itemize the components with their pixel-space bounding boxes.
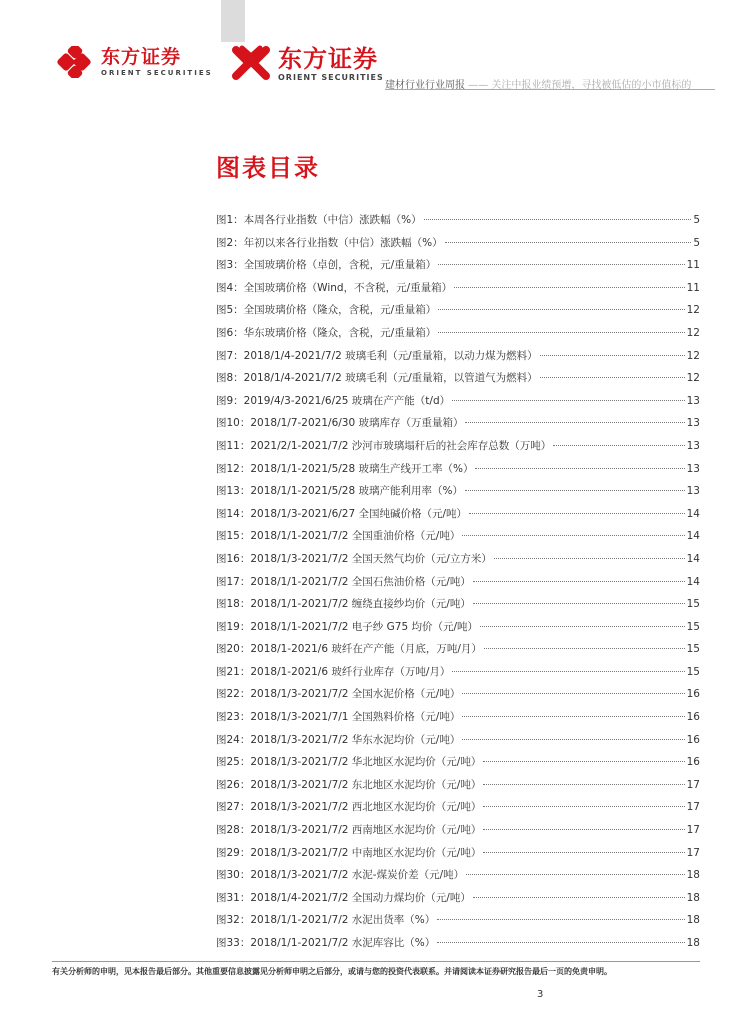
footer-disclaimer: 有关分析师的申明，见本报告最后部分。其他重要信息披露见分析师申明之后部分，或请与您的投资代表联系。并请阅读本证券研究报告最后一页的免责申明。: [52, 967, 612, 976]
toc-entry[interactable]: [216, 483, 700, 506]
toc-leader-dots: [483, 761, 684, 762]
toc-entry-page: 17: [686, 824, 700, 837]
toc-leader-dots: [452, 400, 685, 401]
toc-entry-page: 16: [686, 756, 700, 769]
toc-leader-dots: [540, 355, 685, 356]
toc-leader-dots: [484, 648, 685, 649]
toc-entry[interactable]: [216, 574, 700, 597]
toc-entry-label: 图27：2018/1/3-2021/7/2 西北地区水泥均价（元/吨）: [216, 801, 482, 814]
toc-entry-page: 16: [686, 688, 700, 701]
logo-cn-text: 东方证券: [101, 45, 182, 68]
toc-entry-page: 13: [686, 417, 700, 430]
toc-leader-dots: [438, 309, 684, 310]
toc-leader-dots: [437, 919, 684, 920]
toc-entry-label: 图26：2018/1/3-2021/7/2 东北地区水泥均价（元/吨）: [216, 778, 482, 791]
toc-leader-dots: [462, 716, 684, 717]
toc-entry[interactable]: [216, 461, 700, 484]
toc-entry-page: 17: [686, 801, 700, 814]
toc-leader-dots: [473, 603, 685, 604]
toc-entry[interactable]: [216, 438, 700, 461]
toc-leader-dots: [483, 852, 684, 853]
toc-entry-page: 18: [686, 937, 700, 949]
header-separator: ——: [468, 80, 489, 91]
toc-entry[interactable]: [216, 664, 700, 687]
toc-entry[interactable]: [216, 822, 700, 845]
toc-entry-page: 18: [686, 869, 700, 882]
toc-entry[interactable]: [216, 867, 700, 890]
toc-leader-dots: [438, 332, 684, 333]
toc-leader-dots: [462, 739, 684, 740]
toc-leader-dots: [473, 581, 685, 582]
toc-entry-page: 18: [686, 891, 700, 904]
company-logo-large: [230, 44, 384, 84]
toc-entry[interactable]: [216, 302, 700, 325]
toc-entry-label: 图21：2018/1-2021/6 玻纤行业库存（万吨/月）: [216, 665, 451, 678]
toc-entry-label: 图8：2018/1/4-2021/7/2 玻璃毛利（元/重量箱，以管道气为燃料）: [216, 372, 538, 385]
toc-entry-label: 图11：2021/2/1-2021/7/2 沙河市玻璃塌秆后的社会库存总数（万吨）: [216, 439, 552, 452]
toc-entry-page: 14: [686, 530, 700, 543]
toc-list: [216, 212, 700, 958]
toc-entry-label: 图7：2018/1/4-2021/7/2 玻璃毛利（元/重量箱，以动力煤为燃料）: [216, 349, 538, 362]
toc-leader-dots: [462, 535, 684, 536]
toc-entry-label: 图30：2018/1/3-2021/7/2 水泥-煤炭价差（元/吨）: [216, 869, 465, 882]
toc-entry-label: 图16：2018/1/3-2021/7/2 全国天然气均价（元/立方米）: [216, 552, 492, 565]
report-subtitle: 关注中报业绩预增，寻找被低估的小市值标的: [491, 80, 692, 91]
toc-leader-dots: [483, 829, 684, 830]
toc-leader-dots: [494, 558, 685, 559]
toc-entry[interactable]: [216, 370, 700, 393]
toc-entry[interactable]: [216, 641, 700, 664]
toc-leader-dots: [465, 422, 684, 423]
toc-entry-page: 16: [686, 733, 700, 746]
orient-logo-icon: [230, 44, 272, 84]
toc-entry-page: 12: [686, 326, 700, 339]
toc-entry[interactable]: [216, 619, 700, 642]
toc-entry-label: 图13：2018/1/1-2021/5/28 玻璃产能利用率（%）: [216, 485, 463, 498]
toc-entry-label: 图12：2018/1/1-2021/5/28 玻璃生产线开工率（%）: [216, 462, 474, 475]
toc-entry[interactable]: [216, 732, 700, 755]
toc-entry[interactable]: [216, 596, 700, 619]
toc-entry-label: 图20：2018/1-2021/6 玻纤在产产能（月底，万吨/月）: [216, 643, 482, 656]
toc-entry-label: 图24：2018/1/3-2021/7/2 华东水泥均价（元/吨）: [216, 733, 461, 746]
toc-entry[interactable]: [216, 709, 700, 732]
toc-entry[interactable]: [216, 528, 700, 551]
toc-entry-page: 15: [686, 620, 700, 633]
toc-entry-label: 图17：2018/1/1-2021/7/2 全国石焦油价格（元/吨）: [216, 575, 471, 588]
footer-divider: [52, 961, 700, 962]
toc-entry-page: 13: [686, 439, 700, 452]
page-number: 3: [537, 989, 544, 1000]
toc-entry-page: 12: [686, 372, 700, 385]
toc-entry-label: 图9：2019/4/3-2021/6/25 玻璃在产产能（t/d）: [216, 394, 451, 407]
toc-entry[interactable]: [216, 325, 700, 348]
toc-entry-page: 11: [686, 281, 700, 294]
toc-leader-dots: [483, 806, 684, 807]
toc-title: 图表目录: [216, 154, 320, 182]
toc-entry-label: 图2：年初以来各行业指数（中信）涨跌幅（%）: [216, 236, 443, 249]
logo-en-text: ORIENT SECURITIES: [101, 68, 213, 77]
toc-entry-label: 图4：全国玻璃价格（Wind，不含税，元/重量箱）: [216, 281, 453, 294]
toc-entry[interactable]: [216, 506, 700, 529]
toc-entry-page: 13: [686, 485, 700, 498]
toc-entry-label: 图31：2018/1/4-2021/7/2 全国动力煤均价（元/吨）: [216, 891, 471, 904]
toc-entry-page: 5: [693, 214, 700, 226]
toc-leader-dots: [480, 626, 685, 627]
toc-entry[interactable]: [216, 912, 700, 935]
toc-leader-dots: [475, 468, 684, 469]
orient-logo-icon: [55, 46, 95, 78]
toc-leader-dots: [462, 693, 684, 694]
toc-entry-label: 图15：2018/1/1-2021/7/2 全国重油价格（元/吨）: [216, 530, 461, 543]
toc-leader-dots: [473, 897, 685, 898]
toc-entry-page: 17: [686, 846, 700, 859]
toc-leader-dots: [465, 490, 685, 491]
toc-entry-page: 14: [686, 575, 700, 588]
toc-entry-label: 图33：2018/1/1-2021/7/2 水泥库容比（%）: [216, 937, 436, 949]
toc-entry-label: 图14：2018/1/3-2021/6/27 全国纯碱价格（元/吨）: [216, 507, 468, 520]
toc-entry-page: 13: [686, 462, 700, 475]
toc-entry-page: 14: [686, 507, 700, 520]
toc-entry-label: 图25：2018/1/3-2021/7/2 华北地区水泥均价（元/吨）: [216, 756, 482, 769]
toc-leader-dots: [437, 942, 684, 943]
toc-leader-dots: [483, 784, 684, 785]
toc-entry-label: 图28：2018/1/3-2021/7/2 西南地区水泥均价（元/吨）: [216, 824, 482, 837]
logo-cn-text: 东方证券: [278, 44, 378, 73]
toc-entry[interactable]: [216, 257, 700, 280]
toc-entry-page: 17: [686, 778, 700, 791]
toc-leader-dots: [469, 513, 685, 514]
toc-leader-dots: [445, 242, 692, 243]
toc-leader-dots: [553, 445, 684, 446]
toc-entry-page: 12: [686, 304, 700, 317]
toc-entry[interactable]: [216, 415, 700, 438]
toc-entry[interactable]: [216, 935, 700, 958]
toc-entry-page: 12: [686, 349, 700, 362]
company-logo-small: [55, 46, 213, 78]
toc-leader-dots: [454, 287, 685, 288]
toc-entry-label: 图29：2018/1/3-2021/7/2 中南地区水泥均价（元/吨）: [216, 846, 482, 859]
toc-entry-label: 图5：全国玻璃价格（隆众，含税，元/重量箱）: [216, 304, 437, 317]
toc-entry-label: 图6：华东玻璃价格（隆众，含税，元/重量箱）: [216, 326, 437, 339]
toc-entry[interactable]: [216, 799, 700, 822]
toc-entry-page: 11: [686, 259, 700, 272]
toc-entry-label: 图32：2018/1/1-2021/7/2 水泥出货率（%）: [216, 914, 436, 927]
toc-entry-label: 图23：2018/1/3-2021/7/1 全国熟料价格（元/吨）: [216, 711, 461, 724]
toc-entry[interactable]: [216, 235, 700, 258]
toc-entry[interactable]: [216, 348, 700, 371]
toc-entry[interactable]: [216, 212, 700, 235]
toc-entry-label: 图18：2018/1/1-2021/7/2 缠绕直接纱均价（元/吨）: [216, 598, 471, 611]
header-gray-tab: [221, 0, 245, 42]
toc-entry-page: 15: [686, 598, 700, 611]
toc-entry-label: 图19：2018/1/1-2021/7/2 电子纱 G75 均价（元/吨）: [216, 620, 479, 633]
toc-leader-dots: [540, 377, 685, 378]
toc-entry-label: 图3：全国玻璃价格（卓创，含税，元/重量箱）: [216, 259, 437, 272]
toc-leader-dots: [438, 264, 684, 265]
toc-entry[interactable]: [216, 393, 700, 416]
toc-entry[interactable]: [216, 280, 700, 303]
logo-en-text: ORIENT SECURITIES: [278, 72, 384, 82]
toc-entry[interactable]: [216, 845, 700, 868]
toc-leader-dots: [452, 671, 684, 672]
toc-entry-page: 16: [686, 711, 700, 724]
report-type: 建材行业行业周报: [385, 80, 465, 91]
toc-entry-label: 图1：本周各行业指数（中信）涨跌幅（%）: [216, 214, 422, 226]
toc-entry-page: 15: [686, 643, 700, 656]
toc-entry[interactable]: [216, 754, 700, 777]
toc-leader-dots: [424, 219, 692, 220]
toc-entry-page: 15: [686, 665, 700, 678]
toc-entry-label: 图10：2018/1/7-2021/6/30 玻璃库存（万重量箱）: [216, 417, 464, 430]
toc-entry-page: 5: [693, 236, 700, 249]
header-divider: [385, 89, 715, 90]
toc-entry-page: 14: [686, 552, 700, 565]
toc-entry-page: 13: [686, 394, 700, 407]
toc-entry[interactable]: [216, 686, 700, 709]
toc-entry[interactable]: [216, 551, 700, 574]
toc-leader-dots: [466, 874, 684, 875]
toc-entry-label: 图22：2018/1/3-2021/7/2 全国水泥价格（元/吨）: [216, 688, 461, 701]
toc-entry[interactable]: [216, 890, 700, 913]
toc-entry-page: 18: [686, 914, 700, 927]
toc-entry[interactable]: [216, 777, 700, 800]
